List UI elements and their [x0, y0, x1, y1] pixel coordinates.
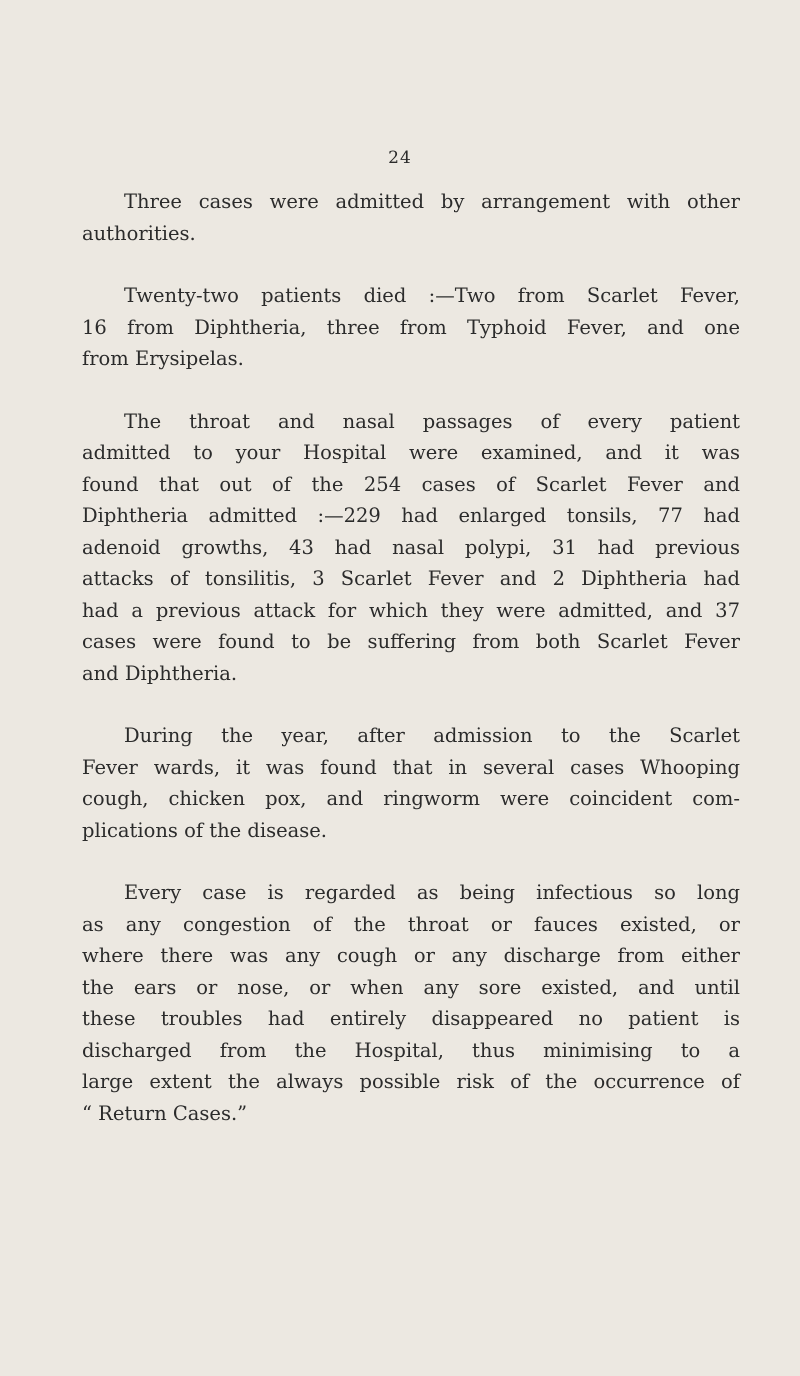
text-line: Every case is regarded as being infectious so long — [124, 881, 740, 904]
text-line: 16 from Diphtheria, three from Typhoid Fever, and one — [82, 315, 740, 339]
text-line: and Diphtheria. — [82, 661, 238, 685]
text-line: from Erysipelas. — [82, 347, 244, 370]
text-line: found that out of the 254 cases of Scarlet Fever and — [82, 472, 740, 496]
text-line: where there was any cough or any discharge from either — [82, 944, 740, 967]
text-line: The throat and nasal passages of every patient — [124, 409, 740, 433]
text-line: large extent the always possible risk of the occurrence of — [82, 1070, 740, 1093]
text-line: Twenty-two patients died :—Two from Scarlet Fever, — [124, 284, 740, 307]
paragraph-throat-examination — [82, 406, 740, 690]
page-number: 24 — [388, 148, 412, 168]
text-line: attacks of tonsilitis, 3 Scarlet Fever and 2 Diphtheria had — [82, 567, 740, 590]
text-line: cough, chicken pox, and ringworm were coincident com- — [82, 787, 740, 810]
text-line: plications of the disease. — [82, 818, 328, 842]
text-line: these troubles had entirely disappeared no patient is — [82, 1007, 740, 1030]
text-line: During the year, after admission to the Scarlet — [124, 724, 740, 747]
text-line: the ears or nose, or when any sore existed, and until — [82, 975, 740, 999]
text-line: as any congestion of the throat or fauces existed, or — [82, 912, 740, 936]
text-line: Three cases were admitted by arrangement with other — [124, 190, 740, 213]
text-line: had a previous attack for which they were admitted, and 37 — [82, 598, 740, 622]
body-text — [82, 186, 740, 1160]
paragraph-complications — [82, 720, 740, 846]
text-line: admitted to your Hospital were examined, and it was — [82, 441, 740, 464]
paragraph-deaths — [82, 280, 740, 375]
text-line: authorities. — [82, 221, 196, 245]
text-line: adenoid growths, 43 had nasal polypi, 31 had previous — [82, 535, 740, 559]
text-line: discharged from the Hospital, thus minimising to a — [82, 1038, 740, 1062]
paragraph-admitted-by-arrangement — [82, 186, 740, 249]
paragraph-infectious-policy — [82, 877, 740, 1129]
text-line: Fever wards, it was found that in several cases Whooping — [82, 755, 740, 779]
text-line: “ Return Cases.” — [82, 1101, 248, 1125]
text-line: cases were found to be suffering from both Scarlet Fever — [82, 630, 740, 653]
text-line: Diphtheria admitted :—229 had enlarged tonsils, 77 had — [82, 504, 740, 527]
